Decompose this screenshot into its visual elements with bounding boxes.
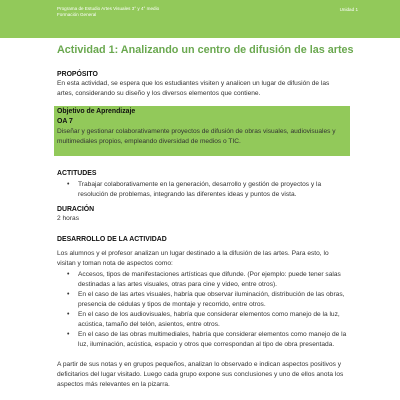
attitudes-list bbox=[67, 180, 349, 200]
program-line-1: Programa de Estudio Artes Visuales 3° y 4° medio bbox=[57, 6, 160, 11]
duration-value: 2 horas bbox=[57, 215, 79, 222]
list-item: • Accesos, tipos de manifestaciones artísticas que difunde. (Por ejemplo: puede tener salas destinadas a las artes visuales, otras para cine y video, entre otros). bbox=[67, 270, 349, 290]
development-list bbox=[67, 270, 349, 350]
development-heading: DESARROLLO DE LA ACTIVIDAD bbox=[57, 236, 167, 243]
activity-title: Actividad 1: Analizando un centro de difusión de las artes bbox=[57, 44, 354, 56]
development-intro: Los alumnos y el profesor analizan un lugar destinado a la difusión de las artes. Para esto, lo visitan y toman nota de aspectos como: bbox=[57, 250, 329, 267]
objective-text: Diseñar y gestionar colaborativamente proyectos de difusión de obras visuales, audiovisuales y multimediales propios, empleando diversidad de medios o TIC. bbox=[57, 128, 336, 145]
unit-label: Unidad 1 bbox=[339, 7, 358, 12]
duration-heading: DURACIÓN bbox=[57, 206, 95, 213]
objective-box bbox=[54, 106, 350, 156]
objective-heading: Objetivo de Aprendizaje bbox=[57, 108, 136, 115]
list-item: • En el caso de las artes visuales, habría que observar iluminación, distribución de las obras, presencia de cédulas y tipos de montaje y recorrido, entre otros. bbox=[67, 290, 349, 310]
list-item: • En el caso de los audiovisuales, habría que considerar elementos como manejo de la luz, acústica, tamaño del telón, asientos, entre otros. bbox=[67, 310, 349, 330]
attitudes-heading: ACTITUDES bbox=[57, 170, 97, 177]
header-bar bbox=[0, 0, 400, 38]
development-closing: A partir de sus notas y en grupos pequeños, analizan lo observado e indican aspectos positivos y deficitarios del lugar visitado. Luego cada grupo expone sus conclusiones y uno de ellos anota los aspectos más relevantes en la pizarra. bbox=[57, 361, 344, 388]
program-title bbox=[57, 6, 257, 19]
program-line-2: Formación General bbox=[57, 12, 97, 18]
objective-code: OA 7 bbox=[57, 118, 73, 125]
purpose-text: En esta actividad, se espera que los estudiantes visiten y analicen un lugar de difusión de las artes, considerando su diseño y los diversos elementos que contiene. bbox=[57, 80, 330, 97]
list-item: • En el caso de las obras multimediales, habría que considerar elementos como manejo de la luz, iluminación, acústica, espacio y otros que correspondan al tipo de obra presentada. bbox=[67, 330, 349, 350]
purpose-heading: PROPÓSITO bbox=[57, 71, 98, 78]
list-item: • Trabajar colaborativamente en la generación, desarrollo y gestión de proyectos y la resolución de problemas, integrando las diferentes ideas y puntos de vista. bbox=[67, 180, 349, 200]
